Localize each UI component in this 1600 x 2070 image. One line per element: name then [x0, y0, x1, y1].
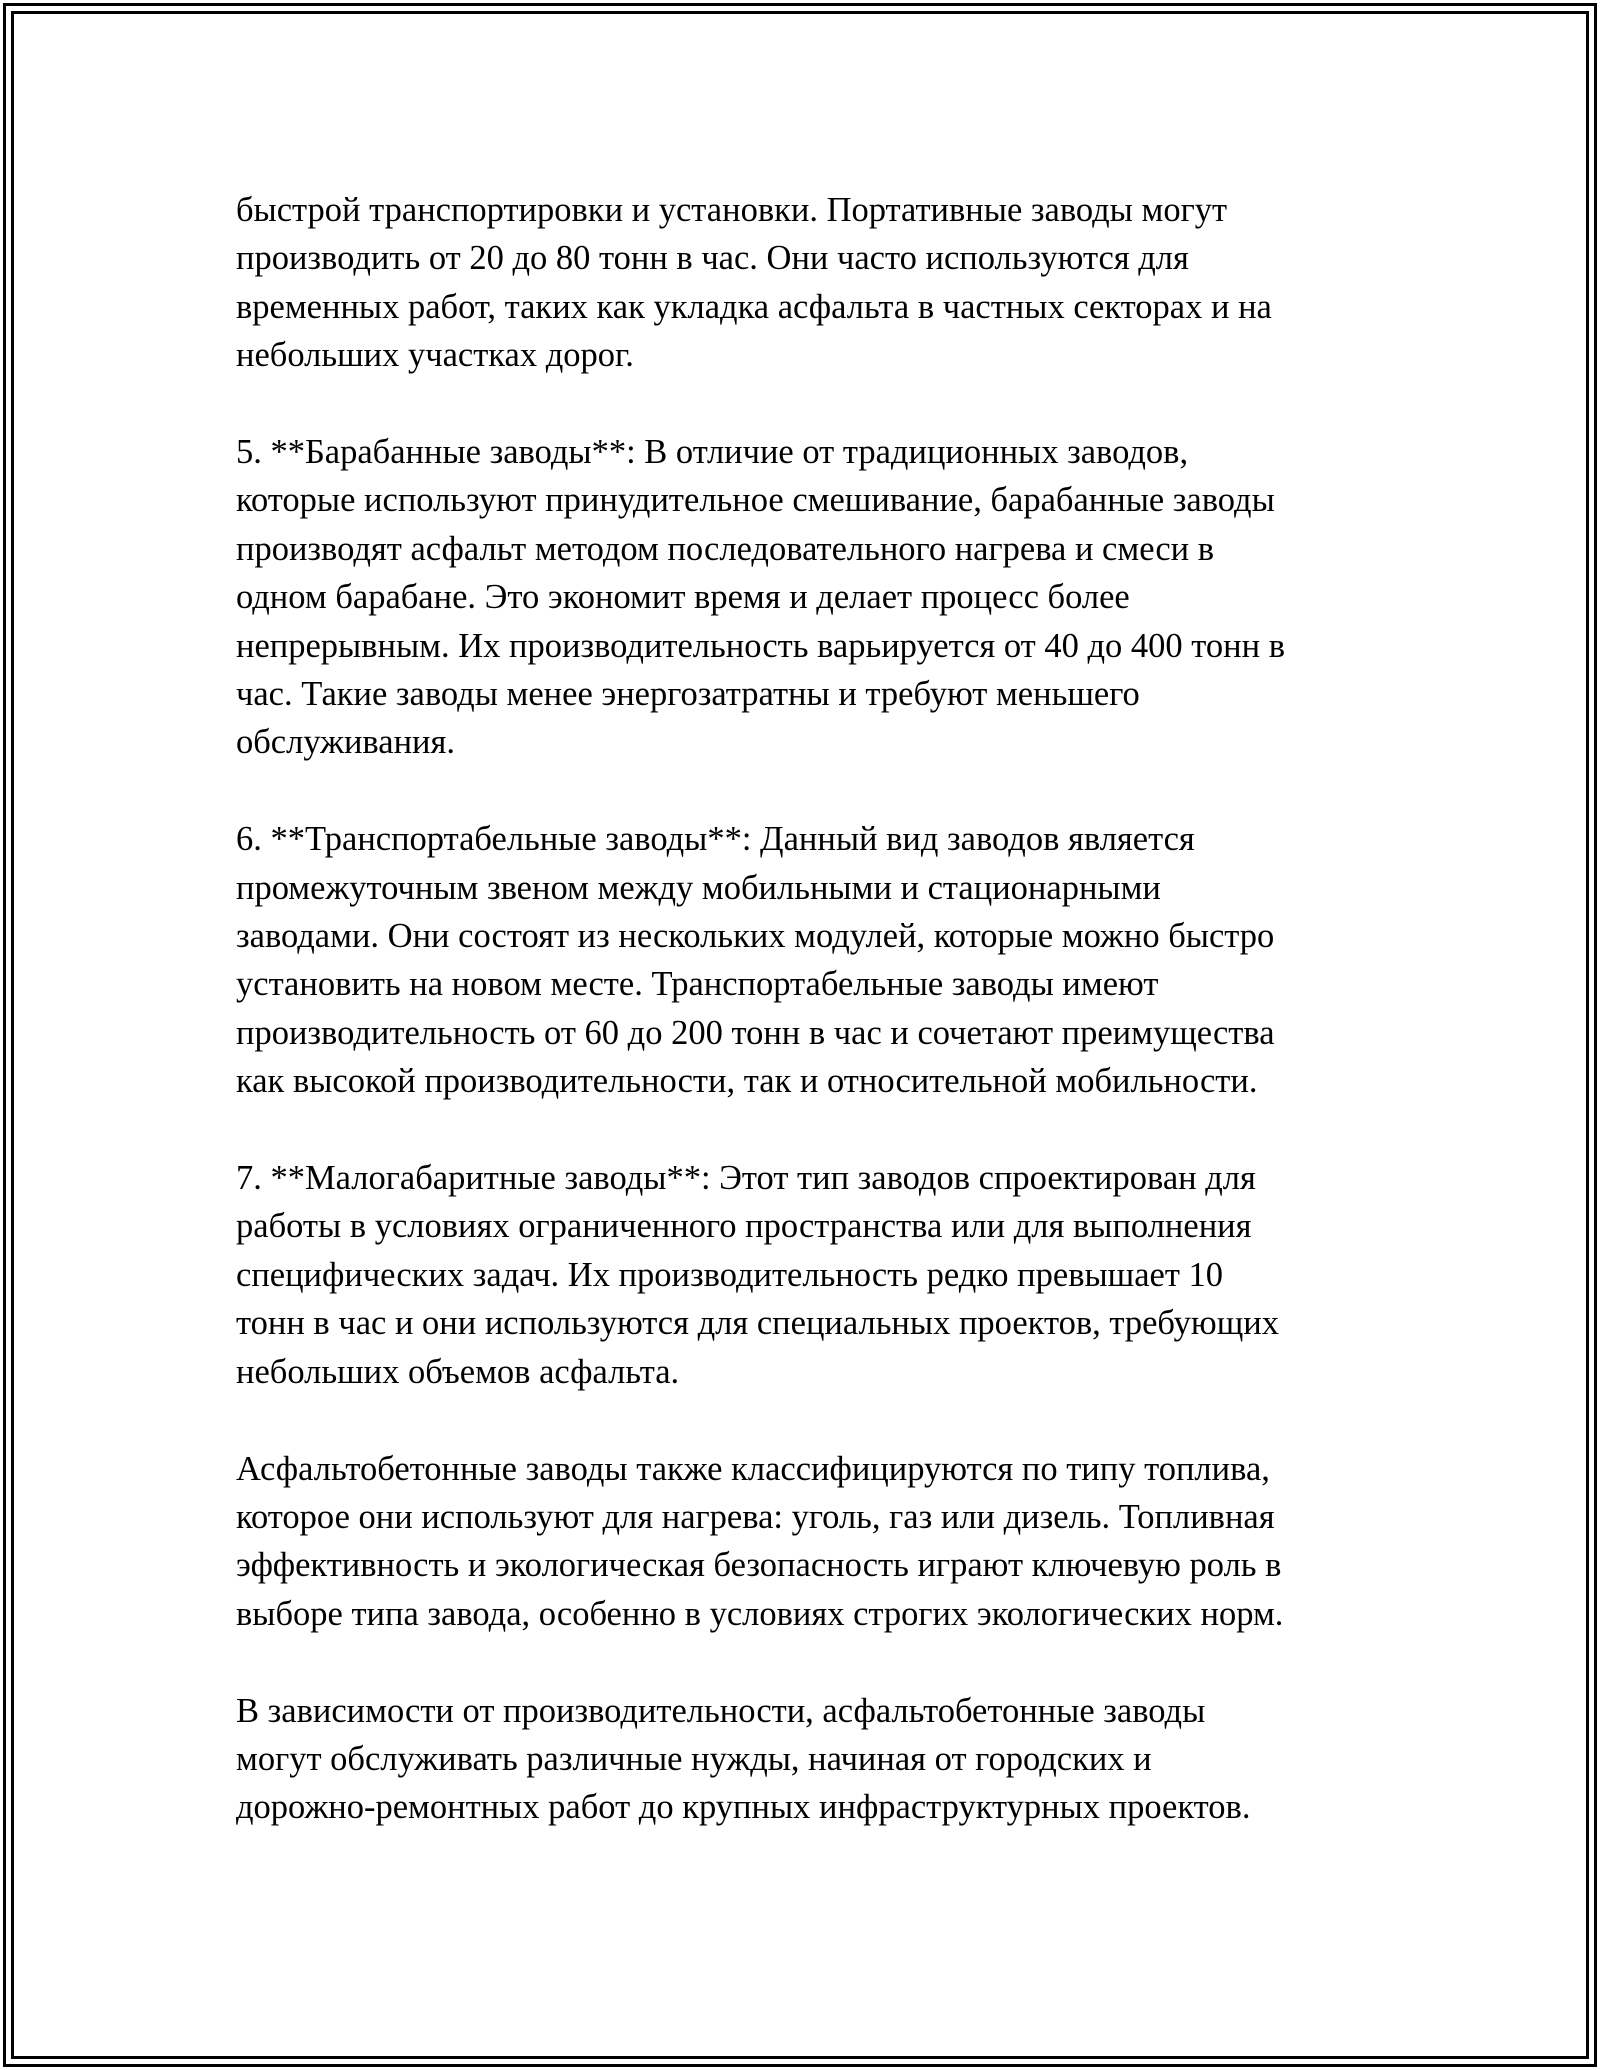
text-line: установить на новом месте. Транспортабельные заводы имеют [236, 965, 1159, 1004]
text-line: 7. **Малогабаритные заводы**: Этот тип заводов спроектирован для [236, 1159, 1256, 1198]
document-body [236, 186, 1366, 1832]
text-line: как высокой производительности, так и относительной мобильности. [236, 1062, 1258, 1101]
text-line: небольших объемов асфальта. [236, 1352, 680, 1391]
text-line: обслуживания. [236, 723, 455, 762]
paragraph-drum-plants [236, 428, 1366, 767]
paragraph-compact-plants [236, 1154, 1366, 1396]
text-line: небольших участках дорог. [236, 336, 634, 375]
text-line: производят асфальт методом последовательного нагрева и смеси в [236, 529, 1215, 568]
text-line: непрерывным. Их производительность варьируется от 40 до 400 тонн в [236, 626, 1286, 665]
text-line: промежуточным звеном между мобильными и стационарными [236, 868, 1161, 907]
paragraph-portable-plants-continued [236, 186, 1366, 380]
text-line: тонн в час и они используются для специальных проектов, требующих [236, 1304, 1279, 1343]
text-line: временных работ, таких как укладка асфальта в частных секторах и на [236, 287, 1272, 326]
text-line: которое они используют для нагрева: уголь, газ или дизель. Топливная [236, 1497, 1275, 1536]
text-line: В зависимости от производительности, асфальтобетонные заводы [236, 1691, 1206, 1730]
text-line: производительность от 60 до 200 тонн в час и сочетают преимущества [236, 1013, 1275, 1052]
paragraph-conclusion [236, 1687, 1366, 1832]
paragraph-transportable-plants [236, 815, 1366, 1105]
text-line: одном барабане. Это экономит время и делает процесс более [236, 578, 1130, 617]
text-line: заводами. Они состоят из нескольких модулей, которые можно быстро [236, 917, 1275, 956]
text-line: Асфальтобетонные заводы также классифицируются по типу топлива, [236, 1449, 1270, 1488]
text-line: 6. **Транспортабельные заводы**: Данный вид заводов является [236, 820, 1195, 859]
text-line: могут обслуживать различные нужды, начиная от городских и [236, 1739, 1152, 1778]
text-line: производить от 20 до 80 тонн в час. Они часто используются для [236, 239, 1189, 278]
paragraph-fuel-types [236, 1445, 1366, 1639]
text-line: выборе типа завода, особенно в условиях строгих экологических норм. [236, 1594, 1284, 1633]
text-line: дорожно-ремонтных работ до крупных инфраструктурных проектов. [236, 1788, 1251, 1827]
text-line: которые используют принудительное смешивание, барабанные заводы [236, 481, 1275, 520]
text-line: быстрой транспортировки и установки. Портативные заводы могут [236, 191, 1228, 229]
text-line: работы в условиях ограниченного пространства или для выполнения [236, 1207, 1252, 1246]
text-line: эффективность и экологическая безопасность играют ключевую роль в [236, 1546, 1282, 1585]
text-line: 5. **Барабанные заводы**: В отличие от традиционных заводов, [236, 433, 1189, 472]
text-line: час. Такие заводы менее энергозатратны и требуют меньшего [236, 675, 1140, 714]
text-line: специфических задач. Их производительность редко превышает 10 [236, 1255, 1224, 1294]
